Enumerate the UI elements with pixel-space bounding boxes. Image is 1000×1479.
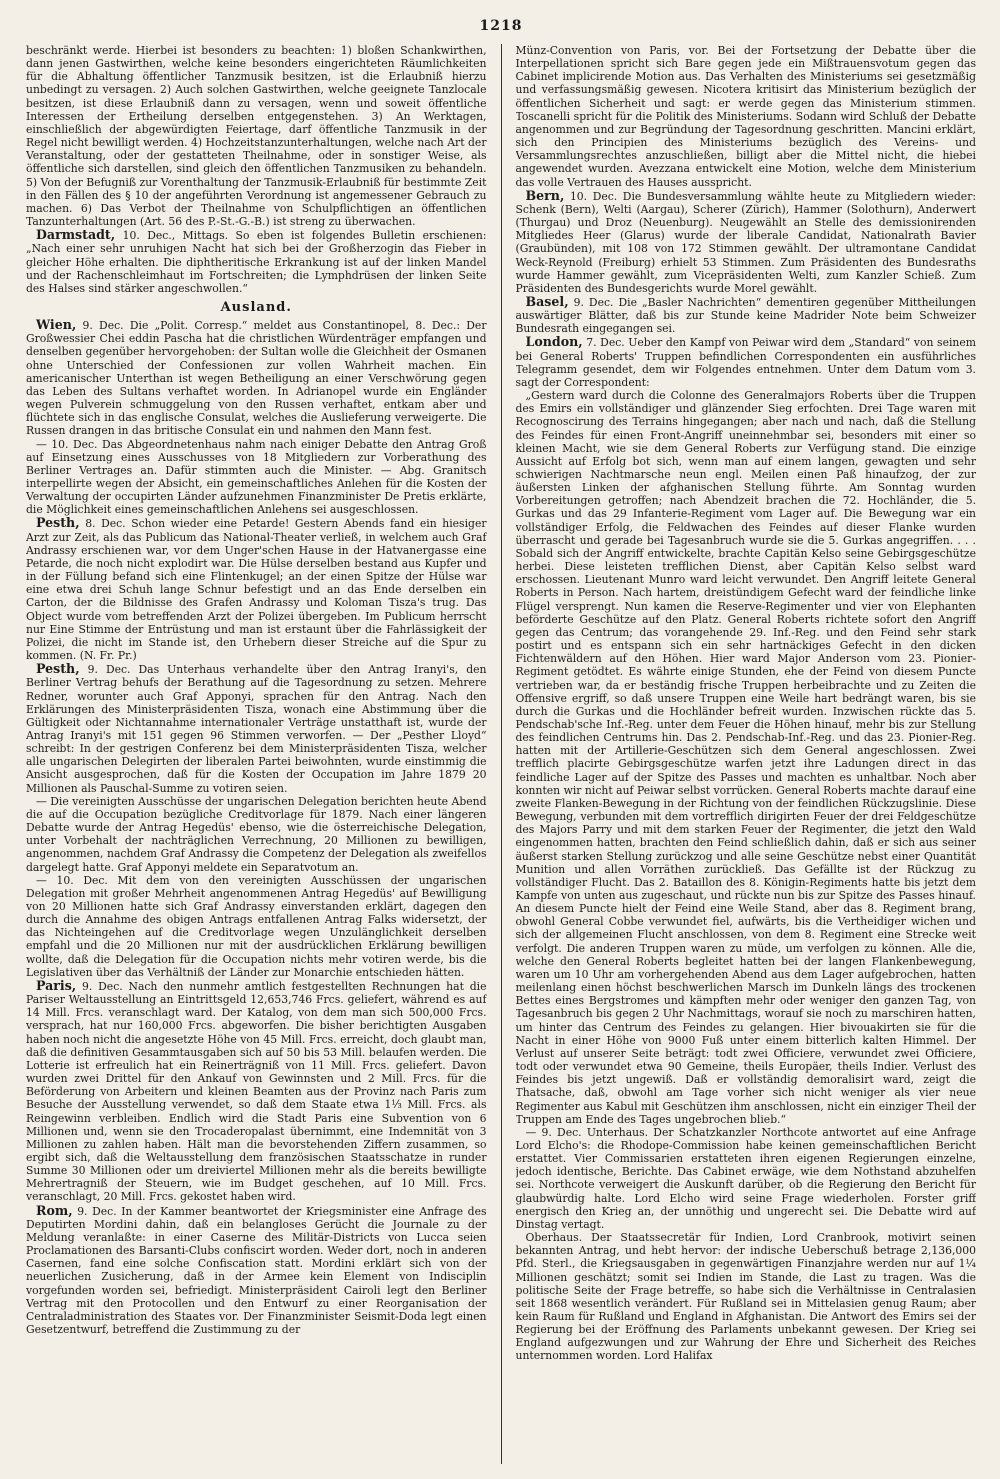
article-london: [516, 335, 977, 389]
article-london-quote: „Gestern ward durch die Colonne des Generalmajors Roberts über die Truppen des Emirs ein vollständiger und glänzender Sieg erfochten. Drei Tage waren mit Recognoscirung des Terrains hingegangen; aber nach und nach, daß die Stellung des Feindes für einen Front-Angriff uneinnehmbar sei, besonders mit einer so kleinen Macht, wie sie dem General Roberts zur Verfügung stand. Die einzige Aussicht auf Erfolg bot sich, wenn man auf einem langen, gewagten und sehr schwierigen Nachtmarsche neun engl. Meilen einen Paß hinaufzog, der zur äußersten Linken der afghanischen Stellung führte. Am Sonntag wurden Vorbereitungen getroffen; nach Abendzeit brachen die 72. Hochländer, die 5. Gurkas und das 29 Infanterie-Regiment vom Lager auf. Die Bewegung war ein vollständiger Erfolg, die Feldwachen des Feindes auf dieser Flanke wurden überrascht und gerade bei Tagesanbruch wurde sie die 5. Gurkas angegriffen. . . . Sobald sich der Angriff entwickelte, brachte Capitän Kelso seine Gebirgsgeschütze herbei. Diese leisteten trefflichen Dienst, aber Capitän Kelso selbst ward erschossen. Lieutenant Munro ward leicht verwundet. Den Angriff leitete General Roberts in Person. Nach hartem, dreistündigem Gefecht ward der feindliche linke Flügel versprengt. Nun kamen die Reserve-Regimenter und vier von Elephanten beförderte Geschütze auf den Platz. General Roberts richtete sofort den Angriff gegen das Centrum; das vorangehende 29. Inf.-Reg. und den Feind sehr stark postirt und es entspann sich ein sehr hartnäckiges Gefecht in den dicken Fichtenwäldern auf den Höhen. Hier ward Major Anderson vom 23. Pionier-Regiment getödtet. Es währte einige Stunden, ehe der Feind von diesem Puncte vertrieben war, da er beständig frische Truppen herbeibrachte und zu Zeiten die Offensive ergriff, so daß unsere Truppen eine Weile hart bedrängt waren, bis sie durch die Gurkas und die Hochländer befreit wurden. Inzwischen rückte das 5. Pendschab'sche Inf.-Reg. unter dem Feuer die Höhen hinauf, mehr bis zur Stellung des feindlichen Centrums hin. Das 2. Pendschab-Inf.-Reg. und das 23. Pionier-Reg. hatten mit der Artillerie-Geschützen sich dem General angeschlossen. Zwei trefflich placirte Gebirgsgeschütze warfen jetzt ihre Ladungen direct in das feindliche Lager auf der Spitze des Passes und machten es unhaltbar. Noch aber konnten wir nicht auf Peiwar selbst vorrücken. General Roberts machte darauf eine zweite Flanken-Bewegung in der Richtung von der feindlichen Rückzugslinie. Diese Bewegung, verbunden mit dem vortrefflich dirigirten Feuer der drei Feldgeschütze des Majors Parry und mit dem starken Feuer der Regimenter, die jetzt den Wald eingenommen hatten, brachten den Feind schließlich dahin, daß er sich aus seiner äußerst starken Stellung zurückzog und alle seine Geschütze nebst einer Quantität Munition und allen Vorräthen zurückließ. Das Gefällte ist der Rückzug zu vollständiger Flucht. Das 2. Bataillon des 8. Königin-Regiments hatte bis jetzt dem Kampfe von unten aus zugeschaut, und rückte nun bis zur Spitze des Passes hinauf. An diesem Puncte hielt der Feind eine Weile Stand, aber das 8. Regiment brang, obwohl General Cobbe verwundet fiel, aufwärts, bis die Vertheidiger wichen und sich der allgemeinen Flucht anschlossen, von dem 8. Regiment eine Strecke weit verfolgt. Die anderen Truppen waren zu müde, um verfolgen zu können. Alle die, welche den General Roberts begleitet hatten bei der langen Flankenbewegung, waren um 10 Uhr am vorhergehenden Abend aus dem Lager aufgebrochen, hatten meilenlang einen höchst beschwerlichen Marsch im Dunkeln längs des trockenen Bettes eines Bergstromes und kämpften mehr oder weniger den ganzen Tag, von Tagesanbruch bis gegen 2 Uhr Nachmittags, worauf sie noch zu marschiren hatten, um hinter das Centrum des Feindes zu gelangen. Hier bivouakirten sie für die Nacht in einer Höhe von 9000 Fuß unter einem bitterlich kalten Himmel. Der Verlust auf unserer Seite beträgt: todt zwei Officiere, verwundet zwei Officiere, todt oder verwundet etwa 90 Gemeine, theils Europäer, theils Indier. Verlust des Feindes bis jetzt ungewiß. Daß er vollständig demoralisirt ward, zeigt die Thatsache, daß, obwohl am Tage vorher sich nicht weniger als vier neue Regimenter aus Kabul mit Geschützen ihm anschlossen, nicht ein einziger Theil der Truppen am Ende des Tages ungebrochen blieb.“: [515, 389, 976, 1126]
article-basel: [516, 295, 977, 335]
article-unterhaus: — 9. Dec. Unterhaus. Der Schatzkanzler Northcote antwortet auf eine Anfrage Lord Elcho's: die Rhodope-Commission habe keinen gemeinschaftlichen Bericht erstattet. Vier Commissarien erstatteten ihren eigenen Regierungen einzelne, jedoch identische, Berichte. Das Cabinet erwäge, wie dem Nothstand abzuhelfen sei. Northcote verweigert die Auskunft darüber, ob die Regierung den Bericht für glaubwürdig halte. Lord Elcho wird seine Frage wiederholen. Forster griff energisch den Krieg an, der unnöthig und ungerecht sei. Die Debatte wird auf Dinstag vertagt.: [515, 1125, 976, 1231]
article-pesth: [26, 516, 487, 662]
london-body: 7. Dec. Ueber den Kampf von Peiwar wird dem „Standard“ von seinem bei General Roberts' Truppen befindlichen Correspondenten ein ausführliches Telegramm gesendet, dem wir Folgendes entnehmen. Unter dem Datum vom 3. sagt der Correspondent:: [515, 336, 976, 389]
article-rom: [26, 1204, 487, 1337]
article-darmstadt: [26, 228, 487, 295]
left-column: [26, 44, 487, 1464]
basel-body: 9. Dec. Die „Basler Nachrichten“ dementiren gegenüber Mittheilungen auswärtiger Blätter, daß bis zur Stunde keine Madrider Note beim Schweizer Bundesrath eingegangen sei.: [515, 295, 976, 336]
rom-body: 9. Dec. In der Kammer beantwortet der Kriegsminister eine Anfrage des Deputirten Mordini dahin, daß ein belangloses Gerücht die Journale zu der Meldung veranlaßte: in einer Caserne des Militär-Districts von Lucca seien Proclamationen des Barsanti-Clubs confiscirt worden. Weder dort, noch in anderen Casernen, fand eine solche Confiscation statt. Mordini erklärt sich von der neuerlichen Zusicherung, daß in der Armee kein Element von Indisciplin vorgefunden worden sei, befriedigt. Ministerpräsident Cairoli legt den Berliner Vertrag mit den Protocollen und den Entwurf zu einer Reorganisation der Centraladministration des Staates vor. Der Finanzminister Seismit-Doda legt einen Gesetzentwurf, betreffend die Zustimmung zu der: [26, 1204, 487, 1336]
article-wien-2: — 10. Dec. Das Abgeordnetenhaus nahm nach einiger Debatte den Antrag Groß auf Einsetzung eines Ausschusses von 18 Mitgliedern zur Vorberathung des Berliner Vertrages an. Dafür stimmten auch die Minister. — Abg. Granitsch interpellirte wegen der Absicht, ein gemeinschaftliches Anlehen für die Kosten der Verwaltung der occupirten Länder aufzunehmen Finanzminister De Pretis erklärte, die Möglichkeit eines gemeinschaftlichen Anlehens sei ausgeschlossen.: [26, 437, 487, 517]
bern-body: 10. Dec. Die Bundesversammlung wählte heute zu Mitgliedern wieder: Schenk (Bern), Welti (Aargau), Scherer (Zürich), Hammer (Solothurn), Anderwert (Thurgau) und Droz (Neuenburg). Neugewählt an Stelle des demissionirenden Mitgliedes Heer (Glarus) wurde der liberale Candidat, Nationalrath Bavier (Graubünden), mit 108 von 172 Stimmen gewählt. Der ultramontane Candidat Weck-Reynold (Freiburg) erhielt 53 Stimmen. Zum Präsidenten des Bundesraths wurde Hammer gewählt, zum Vicepräsidenten Welti, zum Kanzler Schieß. Zum Präsidenten des Bundesgerichts wurde Morel gewählt.: [515, 189, 976, 295]
dateline-darmstadt: Darmstadt,: [36, 227, 116, 243]
column-divider: [501, 44, 502, 1464]
article-bern: [516, 189, 977, 295]
dateline-paris: Paris,: [36, 977, 77, 993]
section-heading: Ausland.: [220, 299, 292, 315]
article-paris: [26, 979, 487, 1204]
dateline-pesth: Pesth,: [36, 515, 80, 531]
article-rom-continued: Münz-Convention von Paris, vor. Bei der Fortsetzung der Debatte über die Interpellationen spricht sich Bare gegen jede ein Mißtrauensvotum gegen das Cabinet implicirende Motion aus. Das Verhalten des Ministeriums sei gesetzmäßig und verfassungsmäßig gewesen. Nicotera kritisirt das Ministerium bezüglich der öffentlichen Sicherheit und sagt: er werde gegen das Ministerium stimmen. Toscanelli spricht für die Politik des Ministeriums. Sodann wird Schluß der Debatte angenommen und zur Begründung der Tagesordnung geschritten. Mancini erklärt, sich den Principien des Ministeriums bezüglich des Vereins- und Versammlungsrechtes anzuschließen, billigt aber die Mittel nicht, die hiebei angewendet wurden. Avezzana entwickelt eine Motion, welche dem Ministerium das volle Vertrauen des Hauses ausspricht.: [515, 44, 976, 189]
columns: [26, 44, 976, 1464]
article-pesth-9: [26, 662, 487, 795]
dateline-bern: Bern,: [525, 187, 565, 203]
article-pesth-10: — 10. Dec. Mit dem von den vereinigten Ausschüssen der ungarischen Delegation mit großer Mehrheit angenommenen Antrag Hegedüs' auf Bewilligung von 20 Millionen hatte sich Graf Andrassy einverstanden erklärt, dagegen den durch die Annahme des obigen Antrags entfallenen Antrag Falks widersetzt, der das Nichteingehen auf die Creditvorlage wegen Unzulänglichkeit derselben empfahl und die 20 Millionen nur mit der ausdrücklichen Erklärung bewilligen wollte, daß die Delegation für die Occupation nichts mehr votiren werde, bis die Legislativen über das Verhältniß der Länder zur Monarchie entschieden hätten.: [26, 873, 487, 979]
paris-body: 9. Dec. Nach den nunmehr amtlich festgestellten Rechnungen hat die Pariser Weltausstellung an Eintrittsgeld 12,653,746 Frcs. geliefert, während es auf 14 Mill. Frcs. veranschlagt ward. Der Katalog, von dem man sich 500,000 Frcs. versprach, hat nur 160,000 Frcs. abgeworfen. Die bisher berichtigten Ausgaben haben noch nicht die angesetzte Höhe von 45 Mill. Frcs. erreicht, doch glaubt man, daß die definitiven Gesammtausgaben sich auf 50 bis 53 Mill. belaufen werden. Die Lotterie ist erfreulich hat ein Reinerträgniß von 11 Mill. Frcs. geliefert. Davon wurden zwei Drittel für den Ankauf von Gewinnsten und 2 Mill. Frcs. für die Beförderung von Arbeitern und kleinen Beamten aus der Provinz nach Paris zum Besuche der Ausstellung verwendet, so daß dem Staate etwa 1⅓ Mill. Frcs. als Reingewinn verbleiben. Endlich wird die Stadt Paris eine Subvention von 6 Millionen und, wenn sie den Trocaderopalast übernimmt, eine Indemnität von 3 Millionen zu zahlen haben. Hält man die bevorstehenden Ziffern zusammen, so ergibt sich, daß die Weltausstellung dem französischen Staatsschatze in runder Summe 30 Millionen oder um dreiviertel Millionen mehr als die bereits bewilligte Mehrertragniß der Steuern, wie im Budget geschehen, auf 10 Mill. Frcs. veranschlagt, 20 Mill. Frcs. gekostet haben wird.: [26, 979, 487, 1204]
article-oberhaus: Oberhaus. Der Staatssecretär für Indien, Lord Cranbrook, motivirt seinen bekannten Antrag, und hebt hervor: der indische Ueberschuß betrage 2,136,000 Pfd. Sterl., die Kriegsausgaben in gegenwärtigen Finanzjahre werden nur auf 1¼ Millionen geschätzt; somit sei Indien im Stande, die Last zu tragen. Was die politische Seite der Frage betreffe, so habe sich die Verhältnisse in Centralasien seit 1868 wesentlich verändert. Für Rußland sei in Mittelasien genug Raum; aber kein Raum für Rußland und England in Afghanistan. Die Antwort des Emirs sei der Regierung bei der Eröffnung des Parlaments unbekannt gewesen. Der Krieg sei England aufgezwungen und zur Wahrung der Ehre und Sicherheit des Reiches unternommen worden. Lord Halifax: [515, 1231, 976, 1363]
article-wien: [26, 318, 487, 437]
right-column: [516, 44, 977, 1464]
page-number: 1218: [479, 18, 523, 34]
dateline-basel: Basel,: [525, 293, 569, 309]
darmstadt-body: 10. Dec., Mittags. So eben ist folgendes Bulletin erschienen: „Nach einer sehr unruhigen Nacht hat sich bei der Großherzogin das Fieber in gleicher Höhe erhalten. Die diphtheritische Erkrankung ist auf der linken Mandel und der Rachenschleimhaut im Fortschreiten; die Lymphdrüsen der linken Seite des Halses sind stärker angeschwollen.“: [26, 229, 487, 295]
dateline-rom: Rom,: [36, 1202, 73, 1218]
article-tanzmusik: beschränkt werde. Hierbei ist besonders zu beachten: 1) bloßen Schankwirthen, dann jenen Gastwirthen, welche keine besonders eingerichteten Räumlichkeiten für die Abhaltung öffentlicher Tanzmusik besitzen, ist die Erlaubniß hierzu unbedingt zu versagen. 2) Auch solchen Gastwirthen, welche geeignete Tanzlocale besitzen, ist diese Erlaubniß dann zu versagen, wenn und soweit öffentliche Interessen der Ertheilung derselben entgegenstehen. 3) An Werktagen, einschließlich der abgewürdigten Feiertage, darf öffentliche Tanzmusik in der Regel nicht bewilligt werden. 4) Hochzeitstanzunterhaltungen, welche nach Art der Veranstaltung, oder der gestatteten Theilnahme, oder in sonstiger Weise, als öffentliche sich darstellen, sind gleich den öffentlichen Tanzmusiken zu behandeln. 5) Von der Befugniß zur Vorenthaltung der Tanzmusik-Erlaubniß für bestimmte Zeit in den Fällen des § 10 der angeführten Verordnung ist angemessener Gebrauch zu machen. 6) Das Verbot der Theilnahme von Schulpflichtigen an öffentlichen Tanzunterhaltungen (Art. 56 des P.-St.-G.-B.) ist streng zu überwachen.: [26, 44, 487, 229]
pesth-2-body: 9. Dec. Das Unterhaus verhandelte über den Antrag Iranyi's, den Berliner Vertrag behufs der Berathung auf die Tagesordnung zu setzen. Mehrere Redner, worunter auch Graf Apponyi, sprachen für den Antrag. Nach den Erklärungen des Ministerpräsidenten Tisza, wonach eine Abstimmung über die Gültigkeit oder Nichtannahme internationaler Verträge unstatthaft ist, wurde der Antrag Iranyi's mit 151 gegen 96 Stimmen verworfen. — Der „Pesther Lloyd“ schreibt: In der gestrigen Conferenz bei dem Ministerpräsidenten Tisza, welcher alle ungarischen Delegirten der liberalen Partei beiwohnten, wurde einstimmig die Ansicht ausgesprochen, daß für die Kosten der Occupation im Jahre 1879 20 Millionen als Pauschal-Summe zu votiren seien.: [26, 663, 487, 795]
pesth-body: 8. Dec. Schon wieder eine Petarde! Gestern Abends fand ein hiesiger Arzt zur Zeit, als das Publicum das National-Theater verließ, in welchem auch Graf Andrassy erschienen war, vor dem Unger'schen Hause in der Hatvanergasse eine Petarde, die noch nicht explodirt war. Die Hülse derselben bestand aus Kupfer und in der Füllung befand sich eine Flintenkugel; an der einen Spitze der Hülse war eine etwa drei Schuh lange Schnur befestigt und an das Ende derselben ein Carton, der die Bildnisse des Grafen Andrassy und Koloman Tisza's trug. Das Object wurde vom betreffenden Arzt der Polizei übergeben. Im Publicum herrscht nur Eine Stimme der Entrüstung und man ist erstaunt über die Fahrlässigkeit der Polizei, die nicht im Stande ist, den Urhebern dieser Streiche auf die Spur zu kommen. (N. Fr. Pr.): [26, 517, 487, 663]
dateline-london: London,: [525, 334, 583, 350]
dateline-wien: Wien,: [36, 317, 77, 333]
dateline-pesth-2: Pesth,: [36, 661, 80, 677]
article-pesth-delegation: — Die vereinigten Ausschüsse der ungarischen Delegation berichten heute Abend die auf die Occupation bezügliche Creditvorlage für 1879. Nach einer längeren Debatte wurde der Antrag Hegedüs' ebenso, wie die österreichische Delegation, unter Vorbehalt der nachträglichen Verrechnung, 20 Millionen zu bewilligen, angenommen, nachdem Graf Andrassy die Competenz der Delegation als zweifellos dargelegt hatte. Graf Apponyi meldete ein Separatvotum an.: [26, 794, 487, 874]
wien-body: 9. Dec. Die „Polit. Corresp.“ meldet aus Constantinopel, 8. Dec.: Der Großwessier Chei eddin Pascha hat die christlichen Würdenträger empfangen und denselben gegenüber hervorgehoben: der Sultan wolle die Gleichheit der Osmanen ohne Unterschied der Confessionen zur vollen Wahrheit machen. Ein americanischer Unterthan ist wegen Betheiligung an einer Verschwörung gegen das Leben des Sultans verhaftet worden. In Adrianopel wurde ein Engländer wegen Pulverein schmuggelung von den Russen verhaftet, entkam aber und flüchtete sich in das englische Consulat, welches die Auslieferung verweigerte. Die Russen drangen in das britische Consulat ein und nahmen den Mann fest.: [26, 319, 487, 438]
